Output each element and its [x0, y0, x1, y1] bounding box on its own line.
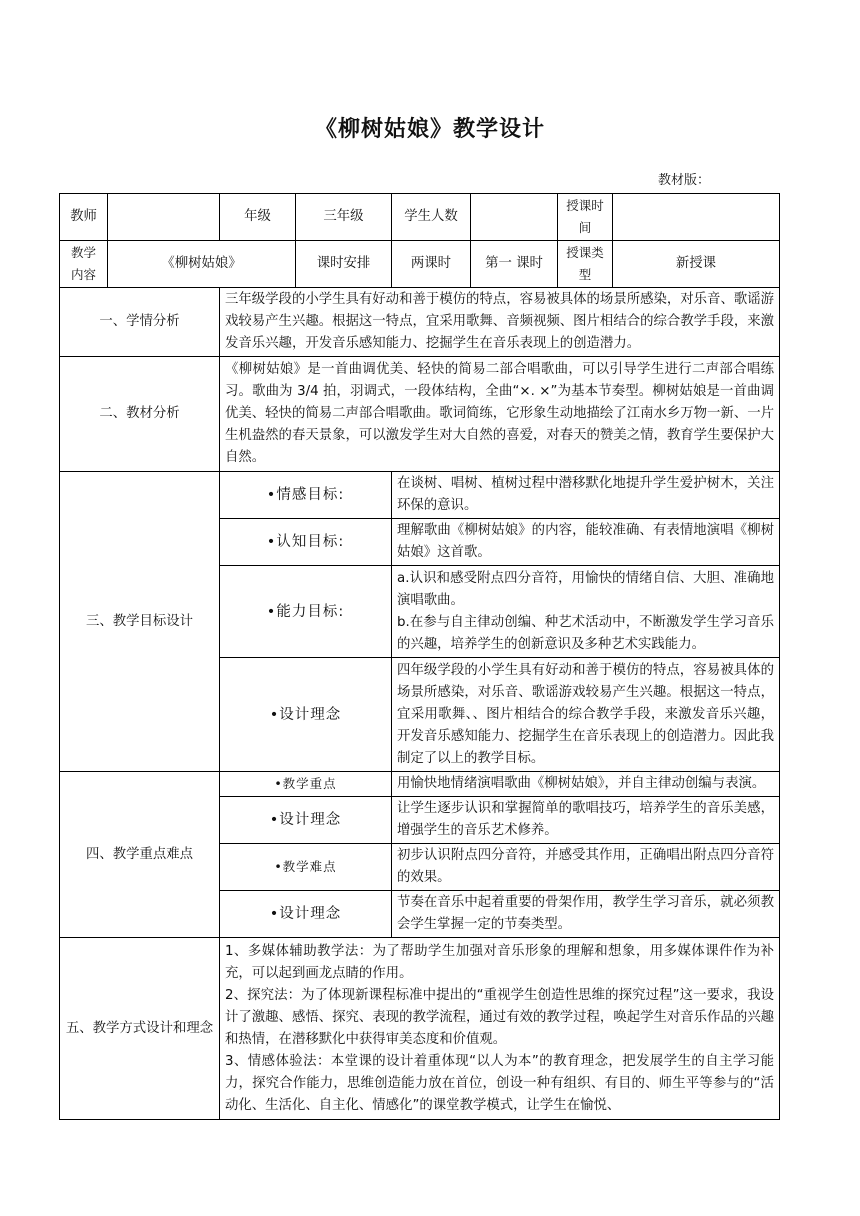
key-concept-text: 让学生逐步认识和掌握简单的歌唱技巧，培养学生的音乐美感，增强学生的音乐艺术修养。: [392, 797, 780, 844]
section-3-label: 三、教学目标设计: [60, 472, 220, 772]
cognitive-goal-text: 理解歌曲《柳树姑娘》的内容，能较准确、有表情地演唱《柳树姑娘》这首歌。: [392, 519, 780, 566]
schedule-label: 课时安排: [296, 241, 392, 288]
grade-label: 年级: [220, 194, 296, 241]
difficult-concept-label: •设计理念: [220, 891, 392, 938]
difficult-concept-text: 节奏在音乐中起着重要的骨架作用，教学生学习音乐，就必须教会学生掌握一定的节奏类型。: [392, 891, 780, 938]
teacher-value: [108, 194, 220, 241]
lesson-plan-table: [59, 193, 780, 1120]
difficult-point-label: •教学难点: [220, 844, 392, 891]
key-point-label: •教学重点: [220, 772, 392, 797]
method-paragraph-1: 1、多媒体辅助教学法：为了帮助学生加强对音乐形象的理解和想象，用多媒体课件作为补充，可以起到画龙点睛的作用。: [225, 943, 774, 981]
section-1-text: 三年级学段的小学生具有好动和善于模仿的特点，容易被具体的场景所感染，对乐音、歌谣游戏较易产生兴趣。根据这一特点，宜采用歌舞、音频视频、图片相结合的综合教学手段，来激发音乐兴趣，开发音乐感知能力、挖掘学生在音乐表现上的创造潜力。: [220, 288, 780, 357]
type-label: 授课类型: [558, 241, 613, 288]
key-point-row: [60, 772, 780, 797]
grade-value: 三年级: [296, 194, 392, 241]
schedule-value: 两课时: [392, 241, 471, 288]
edition-label: 教材版：: [657, 173, 710, 188]
goal-concept-text: 四年级学段的小学生具有好动和善于模仿的特点，容易被具体的场景所感染，对乐音、歌谣游戏较易产生兴趣。根据这一特点，宜采用歌舞、、图片相结合的综合教学手段，来激发音乐兴趣，开发音乐感知能力、挖掘学生在音乐表现上的创造潜力。因此我制定了以上的教学目标。: [392, 658, 780, 772]
cognitive-goal-label: •认知目标:: [220, 519, 392, 566]
time-value: [613, 194, 780, 241]
section-5-row: [60, 938, 780, 1120]
header-row-1: [60, 194, 780, 241]
teacher-label: 教师: [60, 194, 108, 241]
students-label: 学生人数: [392, 194, 471, 241]
key-concept-label: •设计理念: [220, 797, 392, 844]
section-2-label: 二、教材分析: [60, 357, 220, 472]
section-2-text: 《柳树姑娘》是一首曲调优美、轻快的简易二部合唱歌曲，可以引导学生进行二声部合唱练习。歌曲为 3/4 拍，羽调式，一段体结构，全曲“×. ×”为基本节奏型。柳树姑娘是一首曲调优美、轻快的简易二声部合唱歌曲。歌词简练，它形象生动地描绘了江南水乡万物一新、一片生机盎然的春天景象，可以激发学生对大自然的喜爱，对春天的赞美之情，教育学生要保护大自然。: [220, 357, 780, 472]
lesson-value: 第一 课时: [471, 241, 558, 288]
content-value: 《柳树姑娘》: [108, 241, 296, 288]
section-4-label: 四、教学重点难点: [60, 772, 220, 938]
time-label: 授课时间: [558, 194, 613, 241]
document-title: 《柳树姑娘》教学设计: [314, 117, 545, 142]
students-value: [471, 194, 558, 241]
ability-goal-text: [392, 566, 780, 658]
key-point-text: 用愉快地情绪演唱歌曲《柳树姑娘》，并自主律动创编与表演。: [392, 772, 780, 797]
ability-goal-label: •能力目标:: [220, 566, 392, 658]
ability-goal-b: b.在参与自主律动创编、种艺术活动中，不断激发学生学习音乐的兴趣，培养学生的创新意识及多种艺术实践能力。: [397, 614, 774, 652]
method-paragraph-3: 3、情感体验法：本堂课的设计着重体现“以人为本”的教育理念，把发展学生的自主学习能力，探究合作能力，思维创造能力放在首位，创设一种有组织、有目的、师生平等参与的“活动化、生活化、自主化、情感化”的课堂教学模式，让学生在愉悦、: [225, 1053, 774, 1113]
section-1-label: 一、学情分析: [60, 288, 220, 357]
section-5-content: [220, 938, 780, 1120]
content-label: 教学内容: [60, 241, 108, 288]
emotion-goal-label: •情感目标:: [220, 472, 392, 519]
difficult-point-text: 初步认识附点四分音符，并感受其作用，正确唱出附点四分音符的效果。: [392, 844, 780, 891]
emotion-goal-row: [60, 472, 780, 519]
section-1-row: [60, 288, 780, 357]
section-2-row: [60, 357, 780, 472]
header-row-2: [60, 241, 780, 288]
method-paragraph-2: 2、探究法：为了体现新课程标准中提出的“重视学生创造性思维的探究过程”这一要求，我设计了激趣、感悟、探究、表现的教学流程，通过有效的教学过程，唤起学生对音乐作品的兴趣和热情，在潜移默化中获得审美态度和价值观。: [225, 987, 775, 1047]
ability-goal-a: a.认识和感受附点四分音符，用愉快的情绪自信、大胆、准确地演唱歌曲。: [397, 570, 774, 608]
emotion-goal-text: 在谈树、唱树、植树过程中潜移默化地提升学生爱护树木，关注环保的意识。: [392, 472, 780, 519]
section-5-label: 五、教学方式设计和理念: [60, 938, 220, 1120]
type-value: 新授课: [613, 241, 780, 288]
goal-concept-label: •设计理念: [220, 658, 392, 772]
